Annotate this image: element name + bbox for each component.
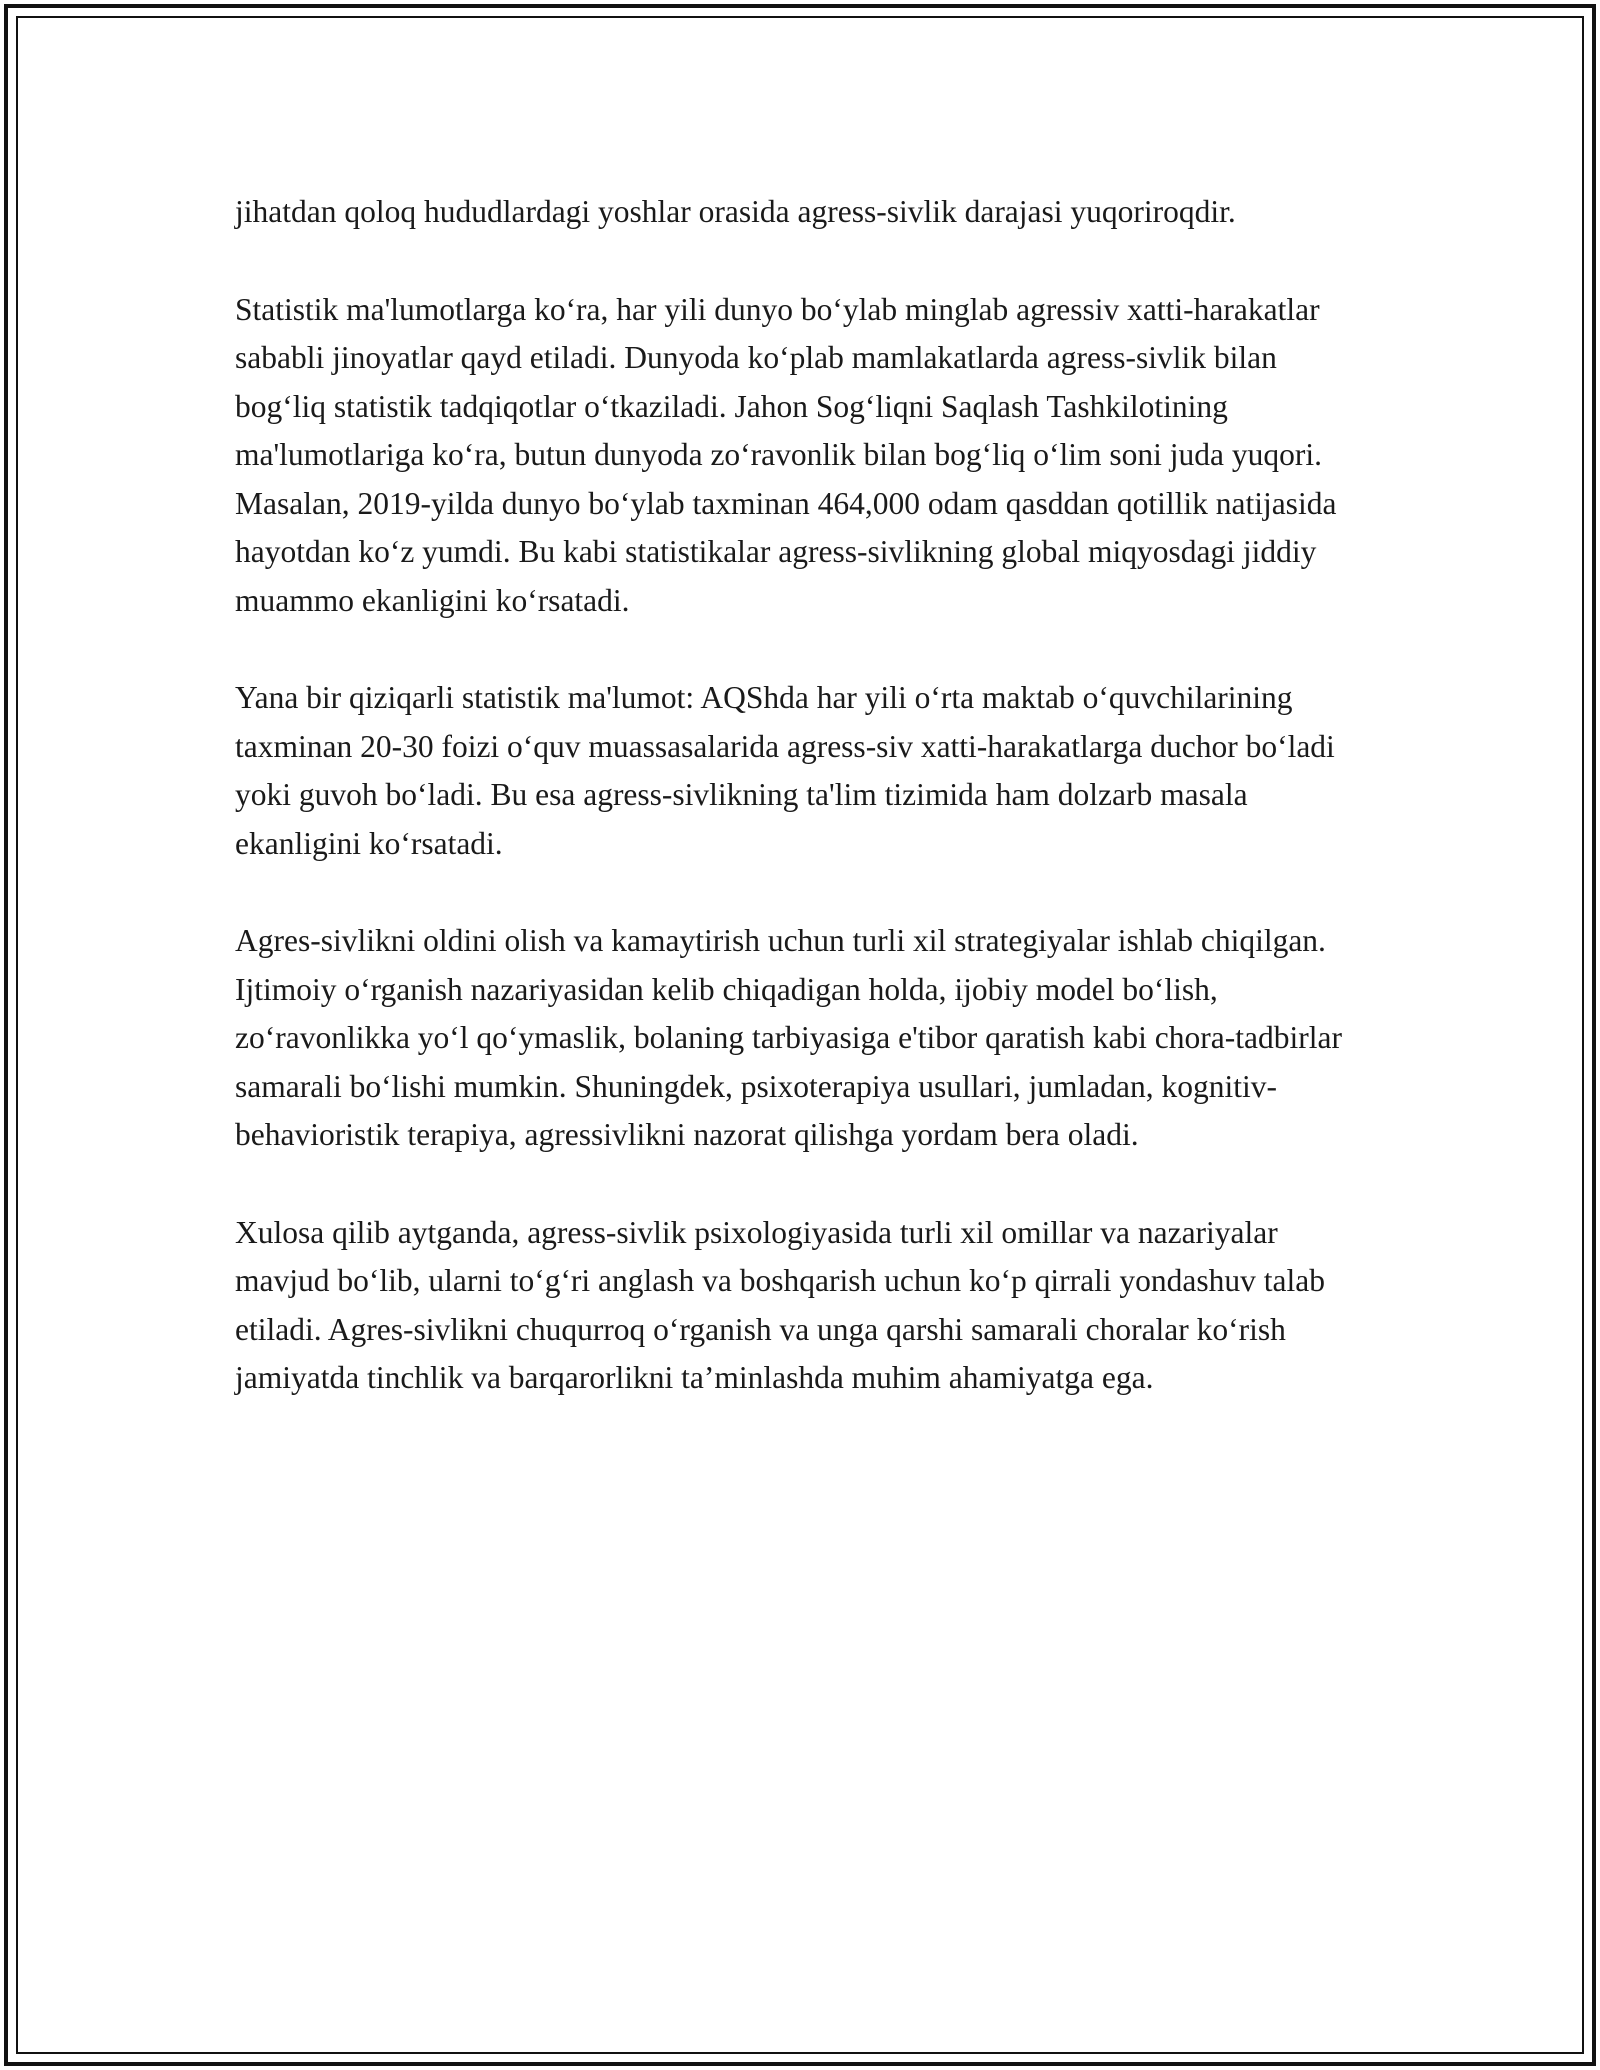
paragraph-3: Yana bir qiziqarli statistik ma'lumot: AQShda har yili o‘rta maktab o‘quvchilarining taxminan 20-30 foizi o‘quv muassasalarida agress-siv xatti-harakatlarga duchor bo‘ladi yoki guvoh bo‘ladi. Bu esa agress-sivlikning ta'lim tizimida ham dolzarb masala ekanligini ko‘rsatadi. [235, 680, 1335, 861]
paragraph-1: jihatdan qoloq hududlardagi yoshlar orasida agress-sivlik darajasi yuqoriroqdir. [235, 194, 1236, 229]
paragraph-5: Xulosa qilib aytganda, agress-sivlik psixologiyasida turli xil omillar va nazariyalar mavjud bo‘lib, ularni to‘g‘ri anglash va boshqarish uchun ko‘p qirrali yondashuv talab etiladi. Agres-sivlikni chuqurroq o‘rganish va unga qarshi samarali choralar ko‘rish jamiyatda tinchlik va barqarorlikni ta’minlashda muhim ahamiyatga ega. [235, 1214, 1326, 1395]
document-body [235, 188, 1375, 1452]
paragraph-4: Agres-sivlikni oldini olish va kamaytirish uchun turli xil strategiyalar ishlab chiqilgan. Ijtimoiy o‘rganish nazariyasidan kelib chiqadigan holda, ijobiy model bo‘lish, zo‘ravonlikka yo‘l qo‘ymaslik, bolaning tarbiyasiga e'tibor qaratish kabi chora-tadbirlar samarali bo‘lishi mumkin. Shuningdek, psixoterapiya usullari, jumladan, kognitiv-behavioristik terapiya, agressivlikni nazorat qilishga yordam bera oladi. [235, 923, 1342, 1152]
paragraph-2: Statistik ma'lumotlarga ko‘ra, har yili dunyo bo‘ylab minglab agressiv xatti-harakatlar sababli jinoyatlar qayd etiladi. Dunyoda ko‘plab mamlakatlarda agress-sivlik bilan bog‘liq statistik tadqiqotlar o‘tkaziladi. Jahon Sog‘liqni Saqlash Tashkilotining ma'lumotlariga ko‘ra, butun dunyoda zo‘ravonlik bilan bog‘liq o‘lim soni juda yuqori. Masalan, 2019-yilda dunyo bo‘ylab taxminan 464,000 odam qasddan qotillik natijasida hayotdan ko‘z yumdi. Bu kabi statistikalar agress-sivlikning global miqyosdagi jiddiy muammo ekanligini ko‘rsatadi. [235, 291, 1337, 618]
